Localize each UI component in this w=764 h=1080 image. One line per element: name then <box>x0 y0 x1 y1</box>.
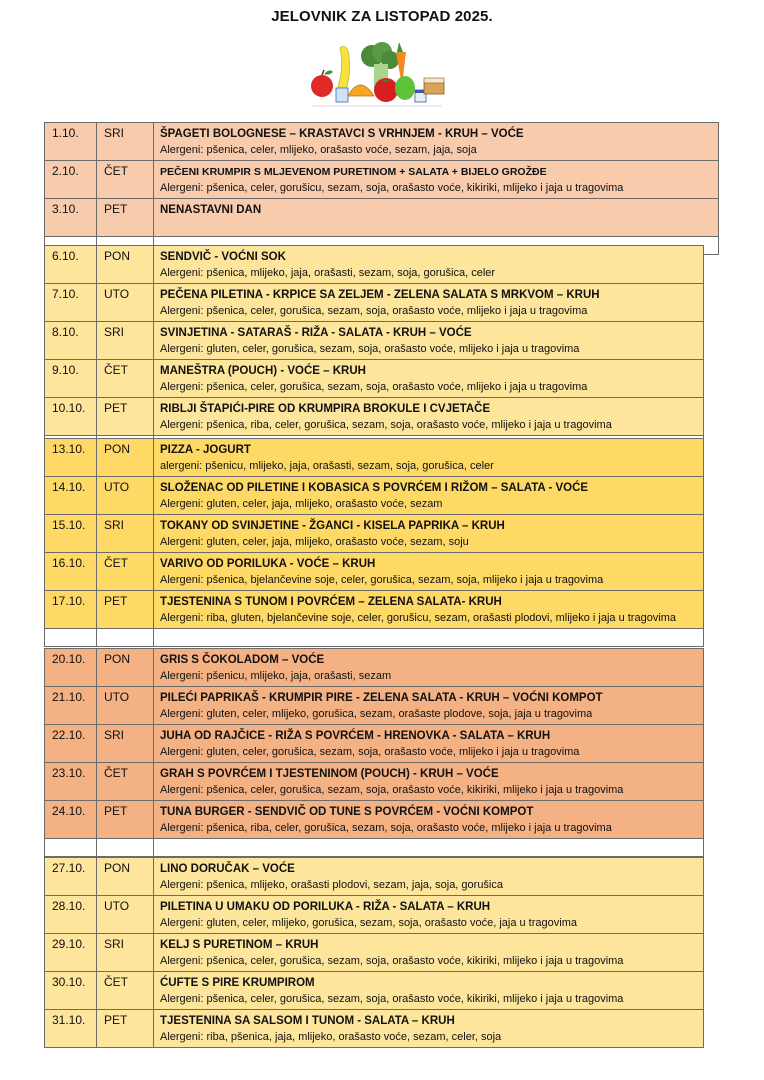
menu-cell <box>154 591 704 629</box>
meal-description: VARIVO OD PORILUKA - VOĆE – KRUH <box>160 558 376 570</box>
allergens-text: Alergeni: pšenica, celer, mlijeko, orašasto voće, sezam, jaja, soja <box>160 144 477 156</box>
menu-row <box>45 477 704 515</box>
meal-description: SVINJETINA - SATARAŠ - RIŽA - SALATA - KRUH – VOĆE <box>160 327 472 339</box>
menu-row <box>45 687 704 725</box>
meal-description: PILEĆI PAPRIKAŠ - KRUMPIR PIRE - ZELENA SALATA - KRUH – VOĆNI KOMPOT <box>160 692 603 704</box>
meal-description: KELJ S PURETINOM – KRUH <box>160 939 319 951</box>
menu-cell <box>154 553 704 591</box>
menu-date: 22.10. <box>45 725 97 763</box>
menu-date: 28.10. <box>45 896 97 934</box>
menu-row <box>45 161 719 199</box>
tomato-icon <box>374 78 398 102</box>
allergens-text: Alergeni: gluten, celer, mlijeko, gorušica, sezam, orašaste plodove, soja, jaja u tragovima <box>160 708 593 720</box>
allergens-text: Alergeni: gluten, celer, gorušica, sezam, soja, orašasto voće, mlijeko i jaja u tragovima <box>160 343 580 355</box>
menu-weekday: PET <box>97 801 154 839</box>
allergens-text: Alergeni: pšenica, celer, gorušicu, sezam, soja, orašasto voće, kikiriki, mlijeko i jaja u tragovima <box>160 182 624 194</box>
menu-cell <box>154 246 704 284</box>
menu-row <box>45 858 704 896</box>
week-2-table <box>44 245 704 454</box>
menu-row <box>45 439 704 477</box>
menu-cell <box>154 687 704 725</box>
empty-cell <box>45 839 97 857</box>
menu-weekday: PET <box>97 199 154 237</box>
menu-row <box>45 246 704 284</box>
menu-date: 16.10. <box>45 553 97 591</box>
meal-description: SENDVIČ - VOĆNI SOK <box>160 251 286 263</box>
week-1-table <box>44 122 719 255</box>
menu-weekday: ČET <box>97 360 154 398</box>
meal-description: PEČENA PILETINA - KRPICE SA ZELJEM - ZELENA SALATA S MRKVOM – KRUH <box>160 289 600 301</box>
meal-description: TOKANY OD SVINJETINE - ŽGANCI - KISELA PAPRIKA – KRUH <box>160 520 505 532</box>
menu-weekday: SRI <box>97 725 154 763</box>
menu-row <box>45 896 704 934</box>
taco-icon <box>348 85 374 96</box>
empty-cell <box>45 629 97 647</box>
menu-row <box>45 398 704 436</box>
menu-date: 27.10. <box>45 858 97 896</box>
menu-weekday: ČET <box>97 161 154 199</box>
menu-weekday: PON <box>97 246 154 284</box>
menu-date: 15.10. <box>45 515 97 553</box>
pepper-icon <box>395 76 415 100</box>
week-4-table <box>44 648 704 857</box>
menu-date: 29.10. <box>45 934 97 972</box>
empty-cell <box>97 839 154 857</box>
menu-row <box>45 322 704 360</box>
allergens-text: alergeni: pšenicu, mlijeko, jaja, orašasti, sezam, soja, gorušica, celer <box>160 460 494 472</box>
menu-cell <box>154 123 719 161</box>
allergens-text: Alergeni: gluten, celer, mlijeko, gorušica, sezam, soja, orašasto voće, jaja u tragovima <box>160 917 577 929</box>
allergens-text: Alergeni: riba, pšenica, jaja, mlijeko, orašasto voće, sezam, celer, soja <box>160 1031 502 1043</box>
menu-row <box>45 553 704 591</box>
menu-row <box>45 199 719 237</box>
menu-cell <box>154 649 704 687</box>
menu-weekday: ČET <box>97 553 154 591</box>
menu-weekday: PET <box>97 1010 154 1048</box>
menu-row <box>45 1010 704 1048</box>
menu-cell <box>154 284 704 322</box>
allergens-text: Alergeni: pšenica, mlijeko, orašasti plodovi, sezam, jaja, soja, gorušica <box>160 879 503 891</box>
meal-description: JUHA OD RAJČICE - RIŽA S POVRĆEM - HRENOVKA - SALATA – KRUH <box>160 730 551 742</box>
menu-weekday: SRI <box>97 123 154 161</box>
allergens-text: Alergeni: gluten, celer, jaja, mlijeko, orašasto voće, sezam, soju <box>160 536 469 548</box>
week-3-table <box>44 438 704 647</box>
menu-date: 24.10. <box>45 801 97 839</box>
meal-description: SLOŽENAC OD PILETINE I KOBASICA S POVRĆEM I RIŽOM – SALATA - VOĆE <box>160 482 589 494</box>
menu-cell <box>154 801 704 839</box>
allergens-text: Alergeni: pšenica, celer, gorušica, sezam, soja, orašasto voće, mlijeko i jaja u tragovima <box>160 305 588 317</box>
menu-cell <box>154 439 704 477</box>
meal-description: PEČENI KRUMPIR S MLJEVENOM PURETINOM + SALATA + BIJELO GROŽĐE <box>160 166 547 178</box>
menu-date: 9.10. <box>45 360 97 398</box>
menu-row <box>45 972 704 1010</box>
menu-date: 13.10. <box>45 439 97 477</box>
meal-description: TJESTENINA S TUNOM I POVRĆEM – ZELENA SALATA- KRUH <box>160 596 502 608</box>
milk-carton-icon <box>336 88 348 102</box>
allergens-text: Alergeni: pšenica, mlijeko, jaja, orašasti, sezam, soja, gorušica, celer <box>160 267 496 279</box>
menu-cell <box>154 515 704 553</box>
meal-description: NENASTAVNI DAN <box>160 204 262 216</box>
meal-description: RIBLJI ŠTAPIĆI-PIRE OD KRUMPIRA BROKULE I CVJETAČE <box>160 403 491 415</box>
menu-cell <box>154 1010 704 1048</box>
menu-weekday: PON <box>97 439 154 477</box>
menu-weekday: UTO <box>97 284 154 322</box>
menu-row <box>45 934 704 972</box>
menu-weekday: PET <box>97 591 154 629</box>
meal-description: GRIS S ČOKOLADOM – VOĆE <box>160 654 325 666</box>
allergens-text: Alergeni: pšenica, celer, gorušica, sezam, soja, orašasto voće, mlijeko i jaja u tragovima <box>160 381 588 393</box>
empty-cell <box>154 629 704 647</box>
allergens-text: Alergeni: gluten, celer, gorušica, sezam, soja, orašasto voće, mlijeko i jaja u tragovima <box>160 746 580 758</box>
menu-weekday: UTO <box>97 687 154 725</box>
week-separator-row <box>45 839 704 857</box>
menu-cell <box>154 858 704 896</box>
menu-row <box>45 515 704 553</box>
menu-weekday: UTO <box>97 477 154 515</box>
allergens-text: Alergeni: pšenica, celer, gorušica, sezam, soja, orašasto voće, kikiriki, mlijeko i jaja u tragovima <box>160 955 624 967</box>
menu-row <box>45 123 719 161</box>
allergens-text: Alergeni: pšenica, riba, celer, gorušica, sezam, soja, orašasto voće, mlijeko i jaja u tragovima <box>160 822 612 834</box>
page-title: JELOVNIK ZA LISTOPAD 2025. <box>271 8 493 25</box>
menu-cell <box>154 934 704 972</box>
meal-description: TUNA BURGER - SENDVIČ OD TUNE S POVRĆEM - VOĆNI KOMPOT <box>160 806 534 818</box>
week-5-table <box>44 857 704 1048</box>
allergens-text: Alergeni: pšenica, celer, gorušica, sezam, soja, orašasto voće, kikiriki, mlijeko i jaja u tragovima <box>160 784 624 796</box>
menu-weekday: ČET <box>97 763 154 801</box>
allergens-text: Alergeni: gluten, celer, jaja, mlijeko, orašasto voće, sezam <box>160 498 443 510</box>
menu-date: 23.10. <box>45 763 97 801</box>
fruit-vegetable-illustration <box>302 38 462 114</box>
allergens-text: Alergeni: pšenica, bjelančevine soje, celer, gorušica, sezam, soja, mlijeko i jaja u tragovima <box>160 574 604 586</box>
allergens-text <box>160 218 712 234</box>
meal-description: LINO DORUČAK – VOĆE <box>160 863 295 875</box>
menu-cell <box>154 763 704 801</box>
meal-description: PILETINA U UMAKU OD PORILUKA - RIŽA - SALATA – KRUH <box>160 901 491 913</box>
menu-weekday: SRI <box>97 934 154 972</box>
menu-date: 21.10. <box>45 687 97 725</box>
allergens-text: Alergeni: pšenica, riba, celer, gorušica, sezam, soja, orašasto voće, mlijeko i jaja u tragovima <box>160 419 612 431</box>
menu-row <box>45 801 704 839</box>
menu-date: 14.10. <box>45 477 97 515</box>
allergens-text: Alergeni: pšenicu, mlijeko, jaja, orašasti, sezam <box>160 670 392 682</box>
menu-date: 10.10. <box>45 398 97 436</box>
menu-date: 7.10. <box>45 284 97 322</box>
menu-row <box>45 725 704 763</box>
menu-row <box>45 284 704 322</box>
menu-date: 8.10. <box>45 322 97 360</box>
menu-cell <box>154 161 719 199</box>
meal-description: PIZZA - JOGURT <box>160 444 251 456</box>
menu-weekday: PON <box>97 649 154 687</box>
menu-weekday: UTO <box>97 896 154 934</box>
empty-cell <box>97 629 154 647</box>
menu-row <box>45 591 704 629</box>
meal-description: MANEŠTRA (POUCH) - VOĆE – KRUH <box>160 365 366 377</box>
menu-row <box>45 649 704 687</box>
menu-weekday: SRI <box>97 322 154 360</box>
meal-description: TJESTENINA SA SALSOM I TUNOM - SALATA – KRUH <box>160 1015 455 1027</box>
week-separator-row <box>45 629 704 647</box>
allergens-text: Alergeni: riba, gluten, bjelančevine soje, celer, gorušicu, sezam, orašasti plodovi, mlijeko i jaja u tragovima <box>160 612 677 624</box>
menu-row <box>45 360 704 398</box>
menu-date: 20.10. <box>45 649 97 687</box>
menu-date: 6.10. <box>45 246 97 284</box>
menu-date: 3.10. <box>45 199 97 237</box>
meal-description: GRAH S POVRĆEM I TJESTENINOM (POUCH) - KRUH – VOĆE <box>160 768 499 780</box>
menu-row <box>45 763 704 801</box>
menu-weekday: SRI <box>97 515 154 553</box>
menu-weekday: PON <box>97 858 154 896</box>
banana-icon <box>338 46 350 90</box>
menu-date: 17.10. <box>45 591 97 629</box>
menu-date: 1.10. <box>45 123 97 161</box>
menu-cell <box>154 360 704 398</box>
apple-icon <box>311 70 333 97</box>
menu-date: 2.10. <box>45 161 97 199</box>
menu-date: 31.10. <box>45 1010 97 1048</box>
menu-cell <box>154 398 704 436</box>
menu-cell <box>154 896 704 934</box>
menu-cell <box>154 199 719 237</box>
menu-cell <box>154 477 704 515</box>
menu-cell <box>154 972 704 1010</box>
meal-description: ŠPAGETI BOLOGNESE – KRASTAVCI S VRHNJEM - KRUH – VOĆE <box>160 128 524 140</box>
menu-weekday: ČET <box>97 972 154 1010</box>
menu-cell <box>154 322 704 360</box>
menu-cell <box>154 725 704 763</box>
empty-cell <box>154 839 704 857</box>
sandwich-icon <box>424 78 444 94</box>
menu-weekday: PET <box>97 398 154 436</box>
allergens-text: Alergeni: pšenica, celer, gorušica, sezam, soja, orašasto voće, kikiriki, mlijeko i jaja u tragovima <box>160 993 624 1005</box>
meal-description: ĆUFTE S PIRE KRUMPIROM <box>160 977 315 989</box>
menu-date: 30.10. <box>45 972 97 1010</box>
